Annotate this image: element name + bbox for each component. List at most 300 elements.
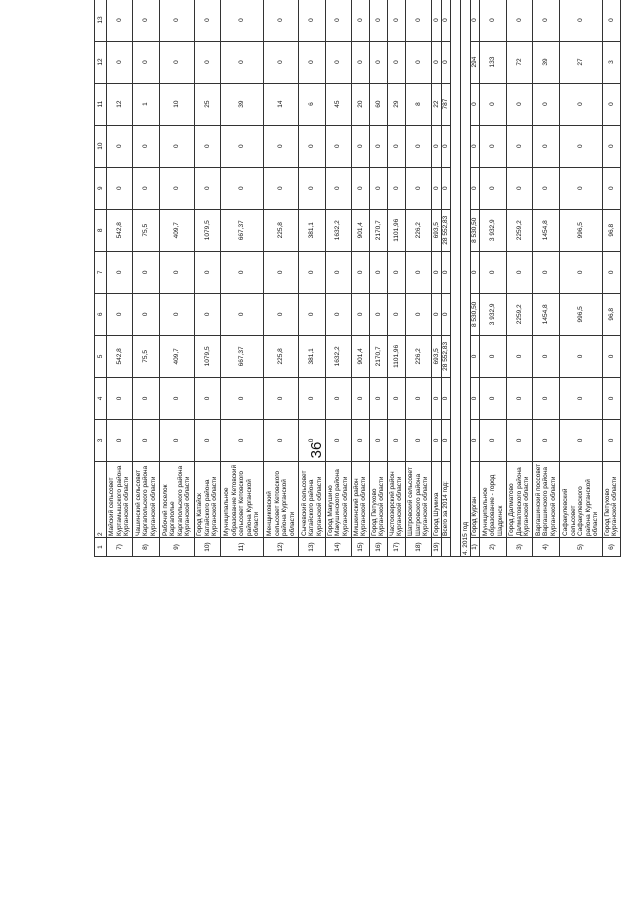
row-value: 0 (533, 83, 559, 125)
row-value: 39 (221, 83, 264, 125)
row-value: 0 (159, 293, 194, 335)
row-value: 0 (107, 377, 133, 419)
row-value: 0 (221, 293, 264, 335)
row-value: 0 (602, 251, 620, 293)
row-value: 0 (264, 377, 299, 419)
header-cell: 9 (95, 167, 107, 209)
row-value: 39 (533, 41, 559, 83)
row-value: 0 (369, 0, 387, 41)
row-value: 0 (159, 41, 194, 83)
row-value: 0 (221, 0, 264, 41)
table-row (470, 0, 480, 557)
row-value: 0 (480, 125, 506, 167)
row-value: 226,2 (405, 335, 431, 377)
row-value: 0 (441, 419, 451, 461)
row-number: 2) (480, 538, 506, 557)
row-value: 0 (441, 125, 451, 167)
row-value: 1 (133, 83, 159, 125)
row-value: 0 (470, 167, 480, 209)
row-value: 0 (470, 251, 480, 293)
row-value: 0 (387, 0, 405, 41)
row-value: 3 932,9 (480, 209, 506, 251)
row-value: 0 (480, 83, 506, 125)
row-name: Город Макушино Макушинского района Курганской области (325, 462, 351, 538)
table-row (405, 0, 431, 557)
row-number: 13) (299, 538, 325, 557)
row-value: 0 (133, 167, 159, 209)
row-value: 0 (194, 167, 220, 209)
row-value: 0 (387, 293, 405, 335)
row-number: 18) (405, 538, 431, 557)
table-row (107, 0, 133, 557)
row-name: Муниципальное образование - город Шадринск (480, 462, 506, 538)
row-value: 0 (351, 251, 369, 293)
row-value: 0 (133, 419, 159, 461)
row-value: 0 (470, 125, 480, 167)
section-row (461, 0, 471, 557)
row-value: 225,8 (264, 209, 299, 251)
row-value: 0 (405, 0, 431, 41)
row-value: 0 (480, 377, 506, 419)
row-value: 0 (432, 125, 442, 167)
row-value: 133 (480, 41, 506, 83)
row-value: 0 (533, 167, 559, 209)
row-value: 225,8 (264, 335, 299, 377)
header-cell: 2 (95, 462, 107, 538)
row-value: 0 (325, 0, 351, 41)
row-value: 0 (264, 251, 299, 293)
row-value: 0 (480, 419, 506, 461)
row-number: 1) (470, 538, 480, 557)
table-row (159, 0, 194, 557)
row-value: 0 (194, 377, 220, 419)
table-row (533, 0, 559, 557)
table-row (194, 0, 220, 557)
row-number: 11) (221, 538, 264, 557)
table-row (602, 0, 620, 557)
row-value: 0 (441, 251, 451, 293)
row-value: 0 (387, 251, 405, 293)
row-value: 0 (107, 125, 133, 167)
row-value: 0 (405, 125, 431, 167)
row-value: 0 (107, 419, 133, 461)
row-value: 0 (602, 125, 620, 167)
row-value: 27 (559, 41, 602, 83)
row-value: 0 (441, 0, 451, 41)
row-value: 2259,2 (506, 209, 532, 251)
row-value: 0 (441, 167, 451, 209)
row-value: 0 (559, 167, 602, 209)
header-row (95, 0, 107, 557)
header-cell: 5 (95, 335, 107, 377)
row-number: 6) (602, 538, 620, 557)
row-name: Город Катайск Катайского района Курганской области (194, 462, 220, 538)
row-value: 0 (325, 125, 351, 167)
row-value: 20 (351, 83, 369, 125)
row-value: 0 (369, 167, 387, 209)
row-value: 0 (602, 167, 620, 209)
row-value: 0 (351, 125, 369, 167)
row-value: 45 (325, 83, 351, 125)
header-cell: 8 (95, 209, 107, 251)
row-value: 0 (533, 377, 559, 419)
row-number: 15) (351, 538, 369, 557)
row-value: 0 (480, 0, 506, 41)
row-value: 0 (559, 377, 602, 419)
row-value: 693,5 (432, 209, 442, 251)
row-name: Частоозерский район Курганской области (387, 462, 405, 538)
row-number: 10) (194, 538, 220, 557)
row-value: 25 (194, 83, 220, 125)
row-value: 0 (506, 335, 532, 377)
row-value: 542,8 (107, 335, 133, 377)
row-value: 0 (264, 125, 299, 167)
row-value: 72 (506, 41, 532, 83)
row-name: Город Курган (470, 462, 480, 538)
row-name: Всего за 2014 год: (441, 462, 451, 538)
table-row (559, 0, 602, 557)
row-value: 3 (602, 41, 620, 83)
row-value: 28 552,83 (441, 209, 451, 251)
row-value: 0 (299, 167, 325, 209)
row-value: 0 (299, 125, 325, 167)
row-value: 0 (432, 293, 442, 335)
row-value: 0 (387, 125, 405, 167)
row-value: 0 (351, 419, 369, 461)
rotated-sheet (94, 0, 621, 557)
row-number: 19) (432, 538, 442, 557)
row-value: 0 (325, 41, 351, 83)
row-value: 0 (470, 0, 480, 41)
row-value: 0 (405, 293, 431, 335)
row-value: 0 (133, 125, 159, 167)
row-value: 0 (369, 293, 387, 335)
row-value: 2170,7 (369, 209, 387, 251)
row-value: 0 (194, 125, 220, 167)
row-value: 0 (325, 167, 351, 209)
row-value: 0 (133, 251, 159, 293)
row-value: 0 (107, 167, 133, 209)
row-value: 1079,5 (194, 209, 220, 251)
table-row (432, 0, 442, 557)
row-value: 0 (506, 419, 532, 461)
row-value: 0 (299, 377, 325, 419)
row-value: 12 (107, 83, 133, 125)
row-value: 542,8 (107, 209, 133, 251)
table-row (480, 0, 506, 557)
table-row (299, 0, 325, 557)
row-value: 0 (264, 293, 299, 335)
row-value: 0 (533, 0, 559, 41)
row-number: 17) (387, 538, 405, 557)
row-value: 0 (441, 293, 451, 335)
table-row (264, 0, 299, 557)
row-value: 667,37 (221, 209, 264, 251)
row-number: 8) (133, 538, 159, 557)
row-value: 0 (133, 0, 159, 41)
row-value: 22 (432, 83, 442, 125)
row-value: 0 (405, 419, 431, 461)
row-value: 0 (264, 167, 299, 209)
row-value: 0 (221, 419, 264, 461)
row-value: 0 (299, 251, 325, 293)
row-value: 0 (159, 125, 194, 167)
row-value: 0 (299, 0, 325, 41)
table-row (369, 0, 387, 557)
header-cell: 12 (95, 41, 107, 83)
row-value: 0 (299, 419, 325, 461)
row-value: 0 (194, 41, 220, 83)
data-table (94, 0, 621, 557)
table-row (325, 0, 351, 557)
row-value: 0 (107, 251, 133, 293)
header-cell: 10 (95, 125, 107, 167)
row-value: 0 (221, 251, 264, 293)
row-value: 96,8 (602, 209, 620, 251)
row-value: 0 (506, 0, 532, 41)
table-row (133, 0, 159, 557)
row-value: 0 (480, 251, 506, 293)
row-value: 0 (506, 167, 532, 209)
row-value: 409,7 (159, 335, 194, 377)
row-value: 0 (194, 293, 220, 335)
row-value: 0 (533, 419, 559, 461)
header-cell: 6 (95, 293, 107, 335)
spacer-cell (451, 0, 461, 557)
row-value: 8 530,50 (470, 209, 480, 251)
row-value: 0 (470, 377, 480, 419)
row-name: Город Петухово Курганской области (369, 462, 387, 538)
row-value: 3 932,9 (480, 293, 506, 335)
row-value: 0 (559, 125, 602, 167)
row-value: 0 (602, 335, 620, 377)
row-value: 0 (559, 0, 602, 41)
row-value: 29 (387, 83, 405, 125)
row-value: 1632,2 (325, 335, 351, 377)
row-value: 0 (194, 419, 220, 461)
header-cell: 11 (95, 83, 107, 125)
row-value: 0 (559, 335, 602, 377)
table-row (441, 0, 451, 557)
row-value: 381,1 (299, 209, 325, 251)
row-value: 0 (133, 293, 159, 335)
row-value: 1101,96 (387, 335, 405, 377)
row-value: 14 (264, 83, 299, 125)
row-value: 0 (432, 419, 442, 461)
row-value: 996,5 (559, 209, 602, 251)
row-value: 667,37 (221, 335, 264, 377)
row-value: 10 (159, 83, 194, 125)
row-value: 1079,5 (194, 335, 220, 377)
row-value: 0 (299, 41, 325, 83)
row-value: 0 (506, 251, 532, 293)
row-name: Чашинский сельсовет Каргапольского района Курганской области (133, 462, 159, 538)
page-number: 36 (308, 441, 325, 459)
row-value: 0 (559, 419, 602, 461)
row-value: 0 (369, 419, 387, 461)
row-name: Сафакулевский сельсовет Сафакулевского района Курганской области (559, 462, 602, 538)
row-value: 0 (602, 83, 620, 125)
row-value: 0 (369, 41, 387, 83)
row-value: 0 (506, 83, 532, 125)
row-value: 0 (470, 419, 480, 461)
row-name: Менщиковский сельсовет Кетовского района Курганской области (264, 462, 299, 538)
row-name: Майский сельсовет Куртамышского района Курганской области (107, 462, 133, 538)
row-value: 28 552,83 (441, 335, 451, 377)
row-value: 0 (559, 251, 602, 293)
row-name: Муниципальное образование Кетовский сельсовет Кетовского района Курганской области (221, 462, 264, 538)
row-value: 0 (107, 0, 133, 41)
row-number: 5) (559, 538, 602, 557)
row-value: 0 (405, 377, 431, 419)
row-value: 0 (432, 41, 442, 83)
row-number (441, 538, 451, 557)
row-value: 996,5 (559, 293, 602, 335)
row-value: 6 (299, 83, 325, 125)
row-value: 0 (405, 251, 431, 293)
row-value: 0 (432, 251, 442, 293)
row-value: 0 (133, 377, 159, 419)
section-title: 4. 2015 год (461, 0, 471, 557)
row-value: 0 (351, 167, 369, 209)
row-value: 0 (133, 41, 159, 83)
row-value: 96,8 (602, 293, 620, 335)
row-value: 0 (325, 419, 351, 461)
header-cell: 1 (95, 538, 107, 557)
row-number: 12) (264, 538, 299, 557)
header-cell: 4 (95, 377, 107, 419)
row-value: 0 (159, 0, 194, 41)
row-name: Город Петухово Курганской области (602, 462, 620, 538)
row-name: Варгашинский поссовет Варгашинского района Курганской области (533, 462, 559, 538)
row-name: Сычевский сельсовет Катайского района Курганской области (299, 462, 325, 538)
row-value: 2259,2 (506, 293, 532, 335)
row-value: 0 (405, 41, 431, 83)
table-viewport (94, 16, 621, 883)
row-value: 0 (325, 251, 351, 293)
row-value: 0 (480, 167, 506, 209)
row-value: 0 (159, 167, 194, 209)
row-value: 901,4 (351, 209, 369, 251)
row-value: 2170,7 (369, 335, 387, 377)
row-value: 0 (387, 41, 405, 83)
row-value: 0 (264, 0, 299, 41)
row-value: 0 (387, 419, 405, 461)
table-row (387, 0, 405, 557)
row-value: 0 (351, 0, 369, 41)
row-value: 0 (369, 251, 387, 293)
row-value: 0 (264, 419, 299, 461)
row-value: 0 (533, 125, 559, 167)
header-cell: 3 (95, 419, 107, 461)
row-value: 0 (369, 125, 387, 167)
row-value: 0 (602, 419, 620, 461)
row-value: 0 (533, 251, 559, 293)
row-value: 60 (369, 83, 387, 125)
row-number: 7) (107, 538, 133, 557)
row-name: Шатровский сельсовет Шатровского района Курганской области (405, 462, 431, 538)
row-value: 0 (107, 41, 133, 83)
row-number: 4) (533, 538, 559, 557)
row-value: 0 (159, 251, 194, 293)
header-cell: 7 (95, 251, 107, 293)
row-name: Мишкинский район Курганской области (351, 462, 369, 538)
spacer-row (451, 0, 461, 557)
row-value: 0 (159, 419, 194, 461)
row-value: 0 (325, 293, 351, 335)
table-row (506, 0, 532, 557)
row-name: Город Далматово Далматовского района Курганской области (506, 462, 532, 538)
row-value: 0 (264, 41, 299, 83)
table-row (351, 0, 369, 557)
row-value: 294 (470, 41, 480, 83)
row-value: 0 (602, 0, 620, 41)
row-value: 8 (405, 83, 431, 125)
row-value: 1454,8 (533, 293, 559, 335)
row-value: 0 (559, 83, 602, 125)
row-number: 16) (369, 538, 387, 557)
row-value: 0 (602, 377, 620, 419)
row-value: 0 (299, 293, 325, 335)
row-value: 0 (107, 293, 133, 335)
row-value: 0 (221, 377, 264, 419)
row-value: 75,5 (133, 335, 159, 377)
row-value: 0 (159, 377, 194, 419)
row-value: 0 (441, 41, 451, 83)
row-value: 0 (221, 167, 264, 209)
row-number: 9) (159, 538, 194, 557)
row-value: 0 (369, 377, 387, 419)
row-value: 8 530,50 (470, 293, 480, 335)
row-value: 0 (432, 167, 442, 209)
row-value: 226,2 (405, 209, 431, 251)
row-value: 1632,2 (325, 209, 351, 251)
row-name: Рабочий поселок Каргаполье Каргапольского района Курганской области (159, 462, 194, 538)
row-number: 3) (506, 538, 532, 557)
row-value: 75,5 (133, 209, 159, 251)
row-value: 0 (506, 377, 532, 419)
row-value: 0 (506, 125, 532, 167)
row-value: 0 (351, 377, 369, 419)
row-value: 409,7 (159, 209, 194, 251)
row-name: Город Шумиха (432, 462, 442, 538)
row-value: 0 (351, 41, 369, 83)
row-value: 0 (194, 251, 220, 293)
row-value: 0 (325, 377, 351, 419)
row-value: 693,5 (432, 335, 442, 377)
row-value: 0 (533, 335, 559, 377)
row-value: 1454,8 (533, 209, 559, 251)
row-value: 901,4 (351, 335, 369, 377)
row-number: 14) (325, 538, 351, 557)
row-value: 0 (480, 335, 506, 377)
row-value: 0 (470, 335, 480, 377)
row-value: 381,1 (299, 335, 325, 377)
row-value: 0 (432, 377, 442, 419)
row-value: 0 (387, 167, 405, 209)
row-value: 0 (432, 0, 442, 41)
header-cell: 13 (95, 0, 107, 41)
row-value: 0 (221, 125, 264, 167)
row-value: 0 (351, 293, 369, 335)
row-value: 0 (221, 41, 264, 83)
row-value: 0 (470, 83, 480, 125)
row-value: 0 (194, 0, 220, 41)
row-value: 787 (441, 83, 451, 125)
row-value: 0 (387, 377, 405, 419)
table-row (221, 0, 264, 557)
row-value: 1101,96 (387, 209, 405, 251)
